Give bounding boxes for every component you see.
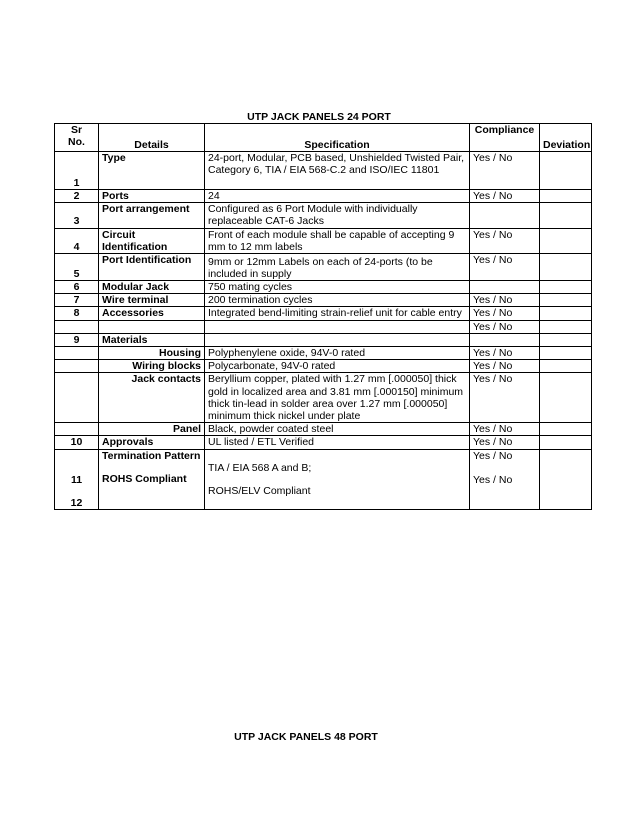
table-row (55, 320, 592, 333)
row-details: Type (99, 152, 205, 190)
row-details: Materials (99, 333, 205, 346)
row-number: 5 (55, 254, 99, 281)
row-details: Termination Pattern (102, 449, 201, 462)
row-details: Approvals (99, 436, 205, 449)
row-number (55, 373, 99, 423)
row-compliance: Yes / No (470, 347, 540, 360)
row-compliance: Yes / No (470, 360, 540, 373)
row-deviation (540, 347, 592, 360)
header-compliance: Compliance (470, 124, 540, 152)
row-details: Panel (99, 423, 205, 436)
row-details-group (99, 449, 205, 509)
row-spec (205, 320, 470, 333)
row-spec: Configured as 6 Port Module with individually replaceable CAT-6 Jacks (205, 203, 470, 228)
row-deviation (540, 449, 592, 509)
row-compliance: Yes / No (470, 152, 540, 190)
row-details: Modular Jack (99, 281, 205, 294)
row-spec-group (205, 449, 470, 509)
table-row (55, 294, 592, 307)
row-spec: 24-port, Modular, PCB based, Unshielded Twisted Pair, Category 6, TIA / EIA 568-C.2 and ISO/IEC 11801 (205, 152, 470, 190)
table-row (55, 373, 592, 423)
table-row (55, 333, 592, 346)
row-number: 6 (55, 281, 99, 294)
row-compliance-group (470, 449, 540, 509)
header-details: Details (99, 124, 205, 152)
row-number: 2 (55, 190, 99, 203)
header-deviation: Deviation (540, 124, 592, 152)
row-deviation (540, 320, 592, 333)
row-number (55, 360, 99, 373)
row-compliance: Yes / No (470, 436, 540, 449)
row-number: 4 (55, 228, 99, 253)
row-number: 11 (70, 473, 83, 486)
row-details: Circuit Identification (99, 228, 205, 253)
row-number-group (55, 449, 99, 509)
row-details: ROHS Compliant (102, 472, 187, 485)
table-row (55, 228, 592, 253)
row-spec: Black, powder coated steel (205, 423, 470, 436)
row-compliance: Yes / No (473, 473, 513, 486)
table-row (55, 347, 592, 360)
row-compliance: Yes / No (470, 190, 540, 203)
row-number: 1 (55, 152, 99, 190)
row-number: 10 (55, 436, 99, 449)
table-row (55, 423, 592, 436)
row-number (55, 320, 99, 333)
table-row (55, 203, 592, 228)
row-compliance (470, 203, 540, 228)
table-header-row (55, 124, 592, 152)
row-number: 12 (70, 496, 83, 509)
row-deviation (540, 360, 592, 373)
table-row (55, 307, 592, 320)
row-deviation (540, 203, 592, 228)
row-spec: ROHS/ELV Compliant (208, 484, 311, 497)
row-spec (205, 333, 470, 346)
spec-table-24-port (54, 123, 592, 510)
section-title-24-port: UTP JACK PANELS 24 PORT (247, 111, 391, 123)
row-compliance: Yes / No (473, 449, 513, 462)
row-deviation (540, 294, 592, 307)
table-row-group (55, 449, 592, 509)
table-row (55, 436, 592, 449)
row-compliance: Yes / No (470, 228, 540, 253)
row-deviation (540, 307, 592, 320)
row-compliance: Yes / No (470, 320, 540, 333)
row-number (55, 423, 99, 436)
row-spec: 9mm or 12mm Labels on each of 24-ports (to be included in supply (205, 254, 470, 281)
row-number: 9 (55, 333, 99, 346)
row-details: Port Identification (99, 254, 205, 281)
row-spec: UL listed / ETL Verified (205, 436, 470, 449)
row-spec: Polycarbonate, 94V-0 rated (205, 360, 470, 373)
row-number: 3 (55, 203, 99, 228)
row-compliance: Yes / No (470, 373, 540, 423)
row-deviation (540, 373, 592, 423)
row-spec: TIA / EIA 568 A and B; (208, 461, 312, 474)
header-no-text: No. (68, 136, 85, 149)
row-deviation (540, 281, 592, 294)
row-number (55, 347, 99, 360)
row-compliance: Yes / No (470, 294, 540, 307)
row-details (99, 320, 205, 333)
row-details: Ports (99, 190, 205, 203)
table-row (55, 152, 592, 190)
table-row (55, 190, 592, 203)
row-details: Jack contacts (99, 373, 205, 423)
header-sr-text: Sr (70, 124, 83, 136)
row-spec: Integrated bend-limiting strain-relief unit for cable entry (205, 307, 470, 320)
row-number: 7 (55, 294, 99, 307)
table-row (55, 281, 592, 294)
row-spec: 750 mating cycles (205, 281, 470, 294)
row-deviation (540, 190, 592, 203)
row-spec: 200 termination cycles (205, 294, 470, 307)
row-details: Wiring blocks (99, 360, 205, 373)
header-sr-no (55, 124, 99, 152)
table-row (55, 254, 592, 281)
row-number: 8 (55, 307, 99, 320)
row-spec: Front of each module shall be capable of accepting 9 mm to 12 mm labels (205, 228, 470, 253)
row-compliance (470, 333, 540, 346)
row-details: Wire terminal (99, 294, 205, 307)
row-deviation (540, 436, 592, 449)
row-deviation (540, 254, 592, 281)
row-deviation (540, 333, 592, 346)
row-compliance (470, 281, 540, 294)
section-title-48-port: UTP JACK PANELS 48 PORT (234, 731, 378, 743)
row-details: Port arrangement (99, 203, 205, 228)
row-compliance: Yes / No (470, 254, 540, 281)
row-details: Housing (99, 347, 205, 360)
row-details: Accessories (99, 307, 205, 320)
header-specification: Specification (205, 124, 470, 152)
row-compliance: Yes / No (470, 307, 540, 320)
table-row (55, 360, 592, 373)
row-spec: Beryllium copper, plated with 1.27 mm [.000050] thick gold in localized area and 3.81 mm [.000150] minimum thick tin-lead in solder area over 1.27 mm [.000050] minimum thick nickel under plate (205, 373, 470, 423)
row-spec: 24 (205, 190, 470, 203)
row-spec: Polyphenylene oxide, 94V-0 rated (205, 347, 470, 360)
row-deviation (540, 423, 592, 436)
row-deviation (540, 228, 592, 253)
row-deviation (540, 152, 592, 190)
row-compliance: Yes / No (470, 423, 540, 436)
